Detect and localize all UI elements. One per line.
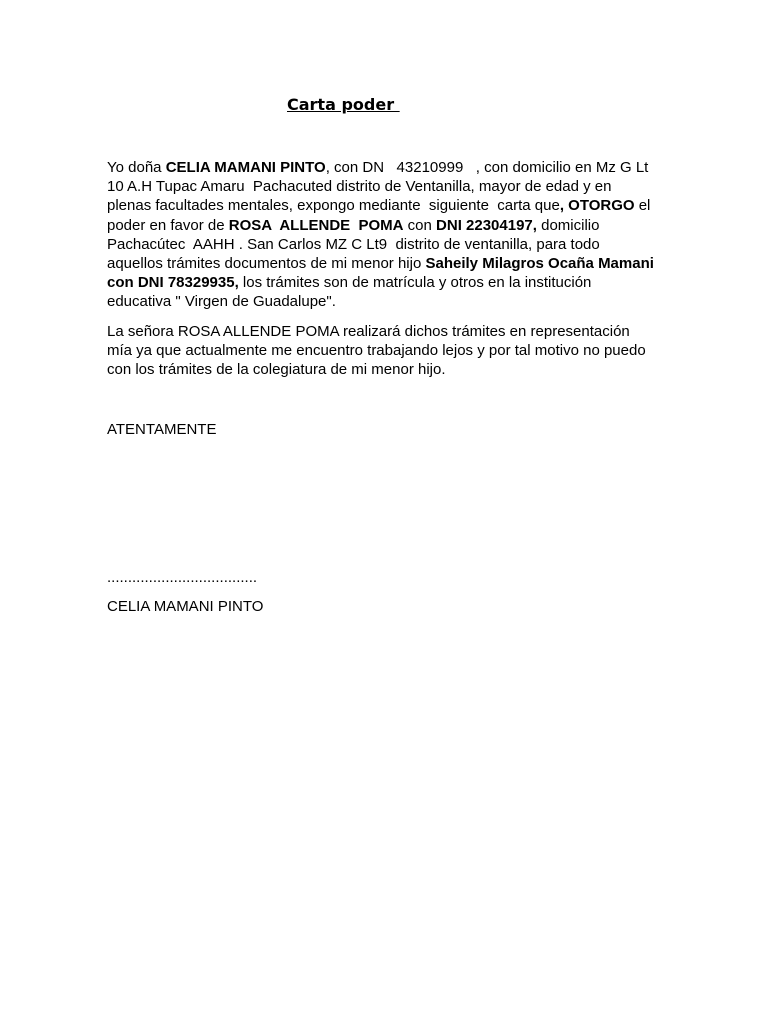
- document-title: Carta poder: [287, 95, 400, 114]
- text-run: el: [634, 197, 651, 215]
- paragraph-2-line-1: La señora ROSA ALLENDE POMA realizará dichos trámites en representación: [107, 323, 630, 340]
- paragraph-1-line-6: [107, 254, 663, 273]
- text-run: con: [403, 216, 437, 234]
- paragraph-2: [107, 322, 663, 380]
- paragraph-1-line-5: Pachacútec AAHH . San Carlos MZ C Lt9 distrito de ventanilla, para todo: [107, 235, 600, 253]
- text-run: poder en favor de: [107, 216, 229, 234]
- child-dni: con DNI 78329935,: [107, 274, 239, 292]
- paragraph-1-line-7: [107, 273, 663, 292]
- paragraph-2-line-2: mía ya que actualmente me encuentro trabajando lejos y por tal motivo no puedo: [107, 342, 646, 360]
- paragraph-1-line-4: [107, 216, 663, 235]
- text-run: Yo doña: [107, 159, 166, 176]
- text-run: aquellos trámites documentos de mi menor hijo: [107, 255, 426, 273]
- paragraph-1-line-8: educativa " Virgen de Guadalupe".: [107, 293, 336, 311]
- text-run: los trámites son de matrícula y otros en la institución: [238, 274, 592, 292]
- child-name: Saheily Milagros Ocaña Mamani: [425, 255, 654, 273]
- paragraph-1-line-2: 10 A.H Tupac Amaru Pachacuted distrito de Ventanilla, mayor de edad y en: [107, 178, 612, 196]
- text-run: plenas facultades mentales, expongo mediante siguiente carta que: [107, 197, 560, 215]
- signature-name: CELIA MAMANI PINTO: [107, 598, 264, 615]
- grantee-dni: DNI 22304197,: [436, 216, 537, 234]
- text-run: domicilio: [536, 216, 600, 234]
- paragraph-1-line-3: [107, 196, 663, 215]
- grantee-name: ROSA ALLENDE POMA: [228, 216, 404, 234]
- paragraph-2-line-3: con los trámites de la colegiatura de mi menor hijo.: [107, 361, 446, 379]
- paragraph-1: [107, 158, 663, 312]
- grantor-name: CELIA MAMANI PINTO: [165, 159, 326, 176]
- closing-text: ATENTAMENTE: [107, 421, 217, 438]
- text-run: , con DN 43210999 , con domicilio en Mz G Lt: [325, 159, 649, 176]
- signature-line: ....................................: [107, 569, 258, 586]
- otorgo-keyword: , OTORGO: [559, 197, 635, 215]
- paragraph-1-line-1: [107, 158, 663, 177]
